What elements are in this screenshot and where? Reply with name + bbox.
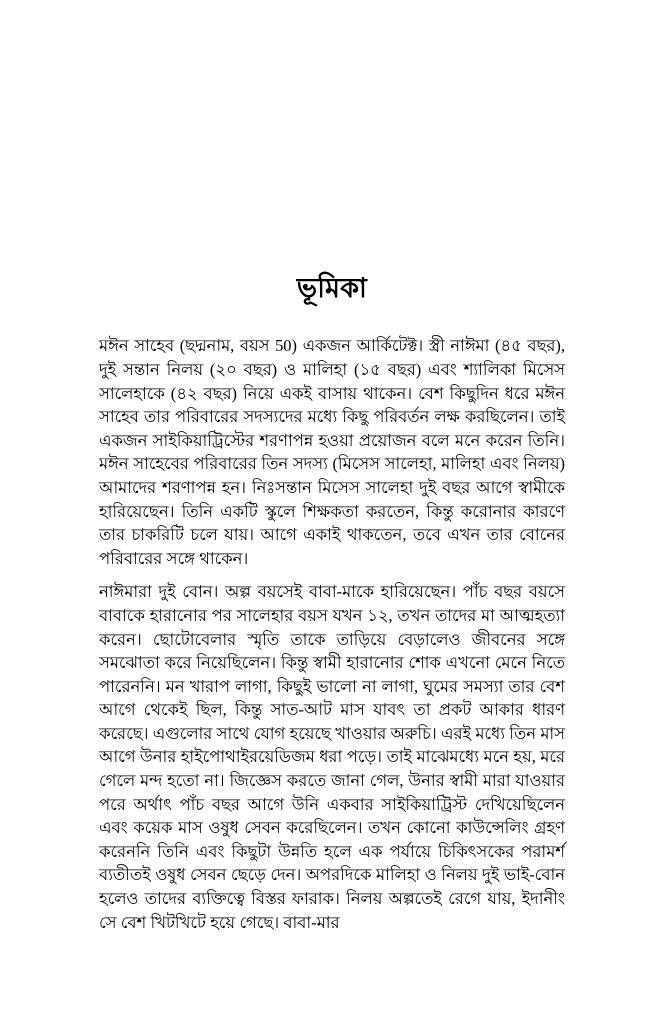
body-paragraph: নাঈমারা দুই বোন। অল্প বয়সেই বাবা-মাকে হারিয়েছেন। পাঁচ বছর বয়সে বাবাকে হারানোর পর সালেহার বয়স যখন ১২, তখন তাদের মা আত্মহত্যা করেন। ছোটোবেলার স্মৃতি তাকে তাড়িয়ে বেড়ালেও জীবনের সঙ্গে সমঝোতা করে নিয়েছিলেন। কিন্তু স্বামী হারানোর শোক এখনো মেনে নিতে পারেননি। মন খারাপ লাগা, কিছুই ভালো না লাগা, ঘুমের সমস্যা তার বেশ আগে থেকেই ছিল, কিন্তু সাত-আট মাস যাবৎ তা প্রকট আকার ধারণ করেছে। এগুলোর সাথে যোগ হয়েছে খাওয়ার অরুচি। এরই মধ্যে তিন মাস আগে উনার হাইপোথাইরয়েডিজম ধরা পড়ে। তাই মাঝেমধ্যে মনে হয়, মরে গেলে মন্দ হতো না। জিজ্ঞেস করতে জানা গেল, উনার স্বামী মারা যাওয়ার পরে অর্থাৎ পাঁচ বছর আগে উনি একবার সাইকিয়াট্রিস্ট দেখিয়েছিলেন এবং কয়েক মাস ওষুধ সেবন করেছিলেন। তখন কোনো কাউন্সেলিং গ্রহণ করেননি তিনি এবং কিছুটা উন্নতি হলে এক পর্যায়ে চিকিৎসকের পরামর্শ ব্যতীতই ওষুধ সেবন ছেড়ে দেন। অপরদিকে মালিহা ও নিলয় দুই ভাই-বোন হলেও তাদের ব্যক্তিত্বে বিস্তর ফারাক। নিলয় অল্পতেই রেগে যায়, ইদানীং সে বেশ খিটখিটে হয়ে গেছে। বাবা-মার <box>99 582 565 932</box>
page-content <box>99 272 565 934</box>
chapter-title: ভূমিকা <box>296 273 368 303</box>
body-paragraph: মঈন সাহেব (ছদ্মনাম, বয়স 50) একজন আর্কিটেক্ট। স্ত্রী নাঈমা (৪৫ বছর), দুই সন্তান নিলয় (২০ বছর) ও মালিহা (১৫ বছর) এবং শ্যালিকা মিসেস সালেহাকে (৪২ বছর) নিয়ে একই বাসায় থাকেন। বেশ কিছুদিন ধরে মঈন সাহেব তার পরিবারের সদস্যদের মধ্যে কিছু পরিবর্তন লক্ষ করছিলেন। তাই একজন সাইকিয়াট্রিস্টের শরণাপন্ন হওয়া প্রয়োজন বলে মনে করেন তিনি। মঈন সাহেবের পরিবারের তিন সদস্য (মিসেস সালেহা, মালিহা এবং নিলয়) আমাদের শরণাপন্ন হন। নিঃসন্তান মিসেস সালেহা দুই বছর আগে স্বামীকে হারিয়েছেন। তিনি একটি স্কুলে শিক্ষকতা করতেন, কিন্তু করোনার কারণে তার চাকরিটি চলে যায়। আগে একাই থাকতেন, তবে এখন তার বোনের পরিবারের সঙ্গে থাকেন। <box>99 336 565 568</box>
